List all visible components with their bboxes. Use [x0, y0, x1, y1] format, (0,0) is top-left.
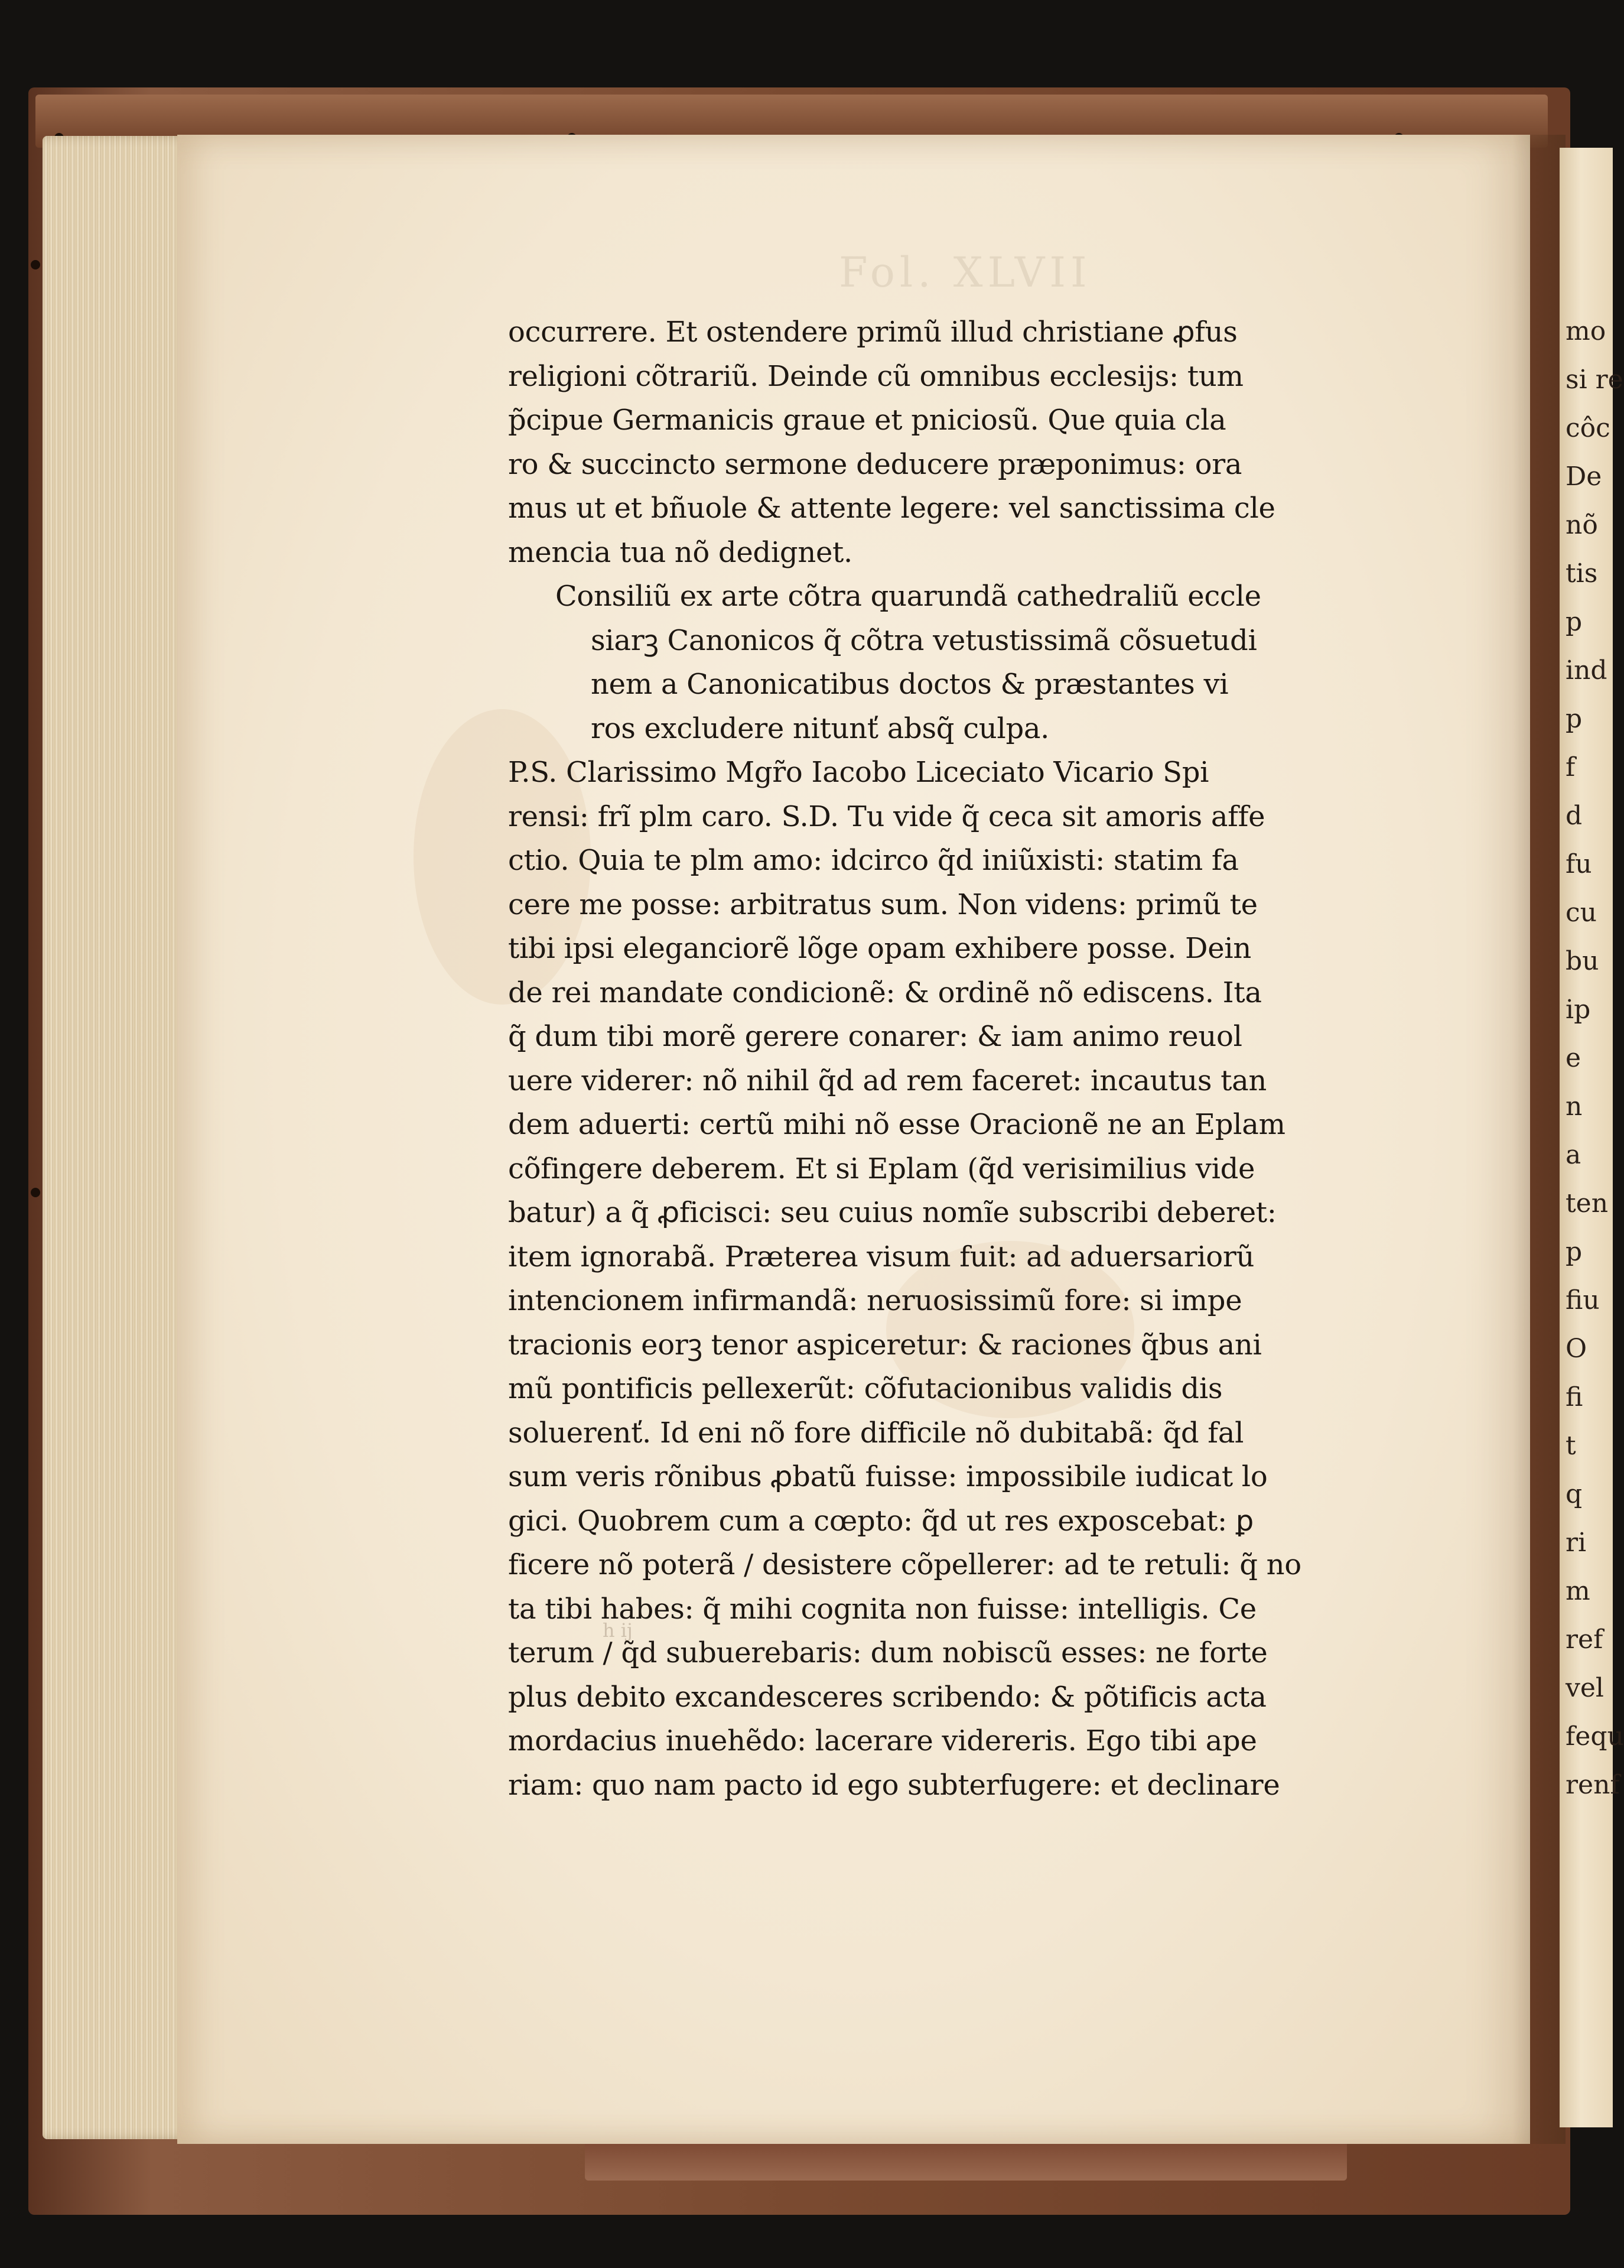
facing-page-fragment: mo	[1566, 316, 1606, 346]
text-line: p̃cipue Germanicis graue et pniciosũ. Que quia cla	[508, 404, 1226, 437]
facing-page-fragment: cu	[1566, 898, 1597, 928]
facing-page-fragments	[1566, 307, 1624, 1809]
text-line: siarꝫ Canonicos q̃ cõtra vetustissimã cõsuetudi	[591, 623, 1257, 657]
facing-page-fragment: t	[1566, 1431, 1576, 1461]
facing-page-fragment: De	[1566, 462, 1602, 492]
facing-page-fragment: fi	[1566, 1382, 1583, 1412]
opening-paragraph	[508, 310, 1353, 574]
text-line: rensi: frĩ plm caro. S.D. Tu vide q̃ ceca sit amoris affe	[508, 800, 1265, 833]
faint-folio-header: Fol. XLVII	[839, 248, 1092, 297]
facing-page-fragment: O	[1566, 1334, 1587, 1364]
facing-page-fragment: f	[1566, 752, 1576, 782]
facing-page-fragment: e	[1566, 1043, 1581, 1073]
facing-page-fragment: p	[1566, 704, 1583, 734]
binding-nail	[31, 1188, 40, 1197]
facing-page-fragment: côc	[1566, 413, 1610, 443]
text-line: cõfingere deberem. Et si Eplam (q̃d verisimilius vide	[508, 1152, 1255, 1185]
facing-page-fragment: ri	[1566, 1528, 1587, 1558]
text-line: ctio. Quia te plm amo: idcirco q̃d iniũxisti: statim fa	[508, 844, 1239, 877]
text-line: q̃ dum tibi morẽ gerere conarer: & iam animo reuol	[508, 1020, 1242, 1053]
text-line: ro & succincto sermone deducere præponimus: ora	[508, 447, 1242, 481]
facing-page-fragment: fequ	[1566, 1721, 1624, 1752]
facing-page-fragment: bu	[1566, 946, 1599, 976]
facing-page-fragment: nõ	[1566, 510, 1598, 540]
text-line: plus debito excandesceres scribendo: & põtificis acta	[508, 1680, 1267, 1714]
text-line: tracionis eorꝫ tenor aspiceretur: & raciones q̃bus ani	[508, 1328, 1262, 1362]
facing-page-fragment: ip	[1566, 995, 1591, 1025]
text-line: sum veris rõnibus ꝓbatũ fuisse: impossibile iudicat lo	[508, 1460, 1268, 1493]
facing-page-fragment: fu	[1566, 849, 1592, 879]
facing-page	[1560, 148, 1624, 2127]
facing-page-fragment: si re	[1566, 365, 1623, 395]
text-line: mordacius inuehẽdo: lacerare videreris. Ego tibi ape	[508, 1724, 1257, 1757]
facing-page-fragment: p	[1566, 1237, 1583, 1267]
text-line: uere viderer: nõ nihil q̃d ad rem faceret: incautus tan	[508, 1064, 1267, 1097]
facing-page-fragment: tis	[1566, 558, 1598, 589]
facing-page-fragment: a	[1566, 1140, 1581, 1170]
text-line: item ignorabã. Præterea visum fuit: ad aduersariorũ	[508, 1240, 1255, 1273]
text-line: ficere nõ poterã / desistere cõpellerer: ad te retuli: q̃ no	[508, 1548, 1301, 1581]
facing-page-fragment: ref	[1566, 1624, 1603, 1655]
facing-page-fragment: d	[1566, 801, 1583, 831]
text-block	[508, 310, 1353, 1807]
text-line: religioni cõtrariũ. Deinde cũ omnibus ecclesijs: tum	[508, 359, 1244, 393]
text-line: intencionem infirmandã: neruosissimũ fore: si impe	[508, 1284, 1242, 1317]
binding-bottom-edge	[585, 2139, 1347, 2181]
text-line: soluerenť. Id eni nõ fore difficile nõ dubitabã: q̃d fal	[508, 1416, 1244, 1450]
binding-nail	[31, 260, 40, 269]
facing-page-fragment: m	[1566, 1576, 1590, 1606]
text-line: nem a Canonicatibus doctos & præstantes vi	[591, 668, 1229, 701]
text-line: dem aduerti: certũ mihi nõ esse Oracionẽ ne an Eplam	[508, 1108, 1285, 1141]
text-line: P.S. Clarissimo Mgr̃o Iacobo Liceciato Vicario Spi	[508, 756, 1209, 789]
text-line: terum / q̃d subuerebaris: dum nobiscũ esses: ne forte	[508, 1636, 1268, 1669]
text-line: de rei mandate condicionẽ: & ordinẽ nõ ediscens. Ita	[508, 976, 1262, 1009]
facing-page-fragment: ind	[1566, 655, 1607, 685]
facing-page-fragment: p	[1566, 607, 1583, 637]
text-line: mus ut et bñuole & attente legere: vel sanctissima cle	[508, 492, 1275, 525]
consilium-title	[508, 574, 1353, 750]
gutter-shadow	[1512, 135, 1566, 2144]
signature-mark: h ij	[603, 1619, 633, 1642]
facing-page-fragment: n	[1566, 1091, 1583, 1122]
facing-page-fragment: ten	[1566, 1188, 1609, 1219]
facing-page-fragment: q	[1566, 1479, 1583, 1509]
facing-page-fragment: vel	[1566, 1673, 1604, 1703]
text-line: tibi ipsi eleganciorẽ lõge opam exhibere posse. Dein	[508, 932, 1251, 965]
text-line: mũ pontificis pellexerũt: cõfutacionibus validis dis	[508, 1372, 1223, 1405]
text-line: ros excludere nitunť absq̃ culpa.	[591, 711, 1050, 745]
facing-page-fragment: renf	[1566, 1770, 1620, 1800]
text-line: Consiliũ ex arte cõtra quarundã cathedraliũ eccle	[555, 580, 1261, 613]
text-line: riam: quo nam pacto id ego subterfugere: et declinare	[508, 1768, 1280, 1802]
text-line: occurrere. Et ostendere primũ illud christiane ꝓfus	[508, 316, 1238, 349]
text-line: ta tibi habes: q̃ mihi cognita non fuisse: intelligis. Ce	[508, 1592, 1257, 1626]
facing-page-fragment: fiu	[1566, 1285, 1600, 1315]
text-line: mencia tua nõ dedignet.	[508, 535, 852, 569]
text-line: batur) a q̃ ꝓficisci: seu cuius nomĩe subscribi deberet:	[508, 1196, 1277, 1229]
stacked-page-edges	[43, 136, 196, 2139]
text-line: gici. Quobrem cum a cœpto: q̃d ut res exposcebat: ꝑ	[508, 1504, 1254, 1538]
text-line: cere me posse: arbitratus sum. Non videns: primũ te	[508, 888, 1258, 921]
